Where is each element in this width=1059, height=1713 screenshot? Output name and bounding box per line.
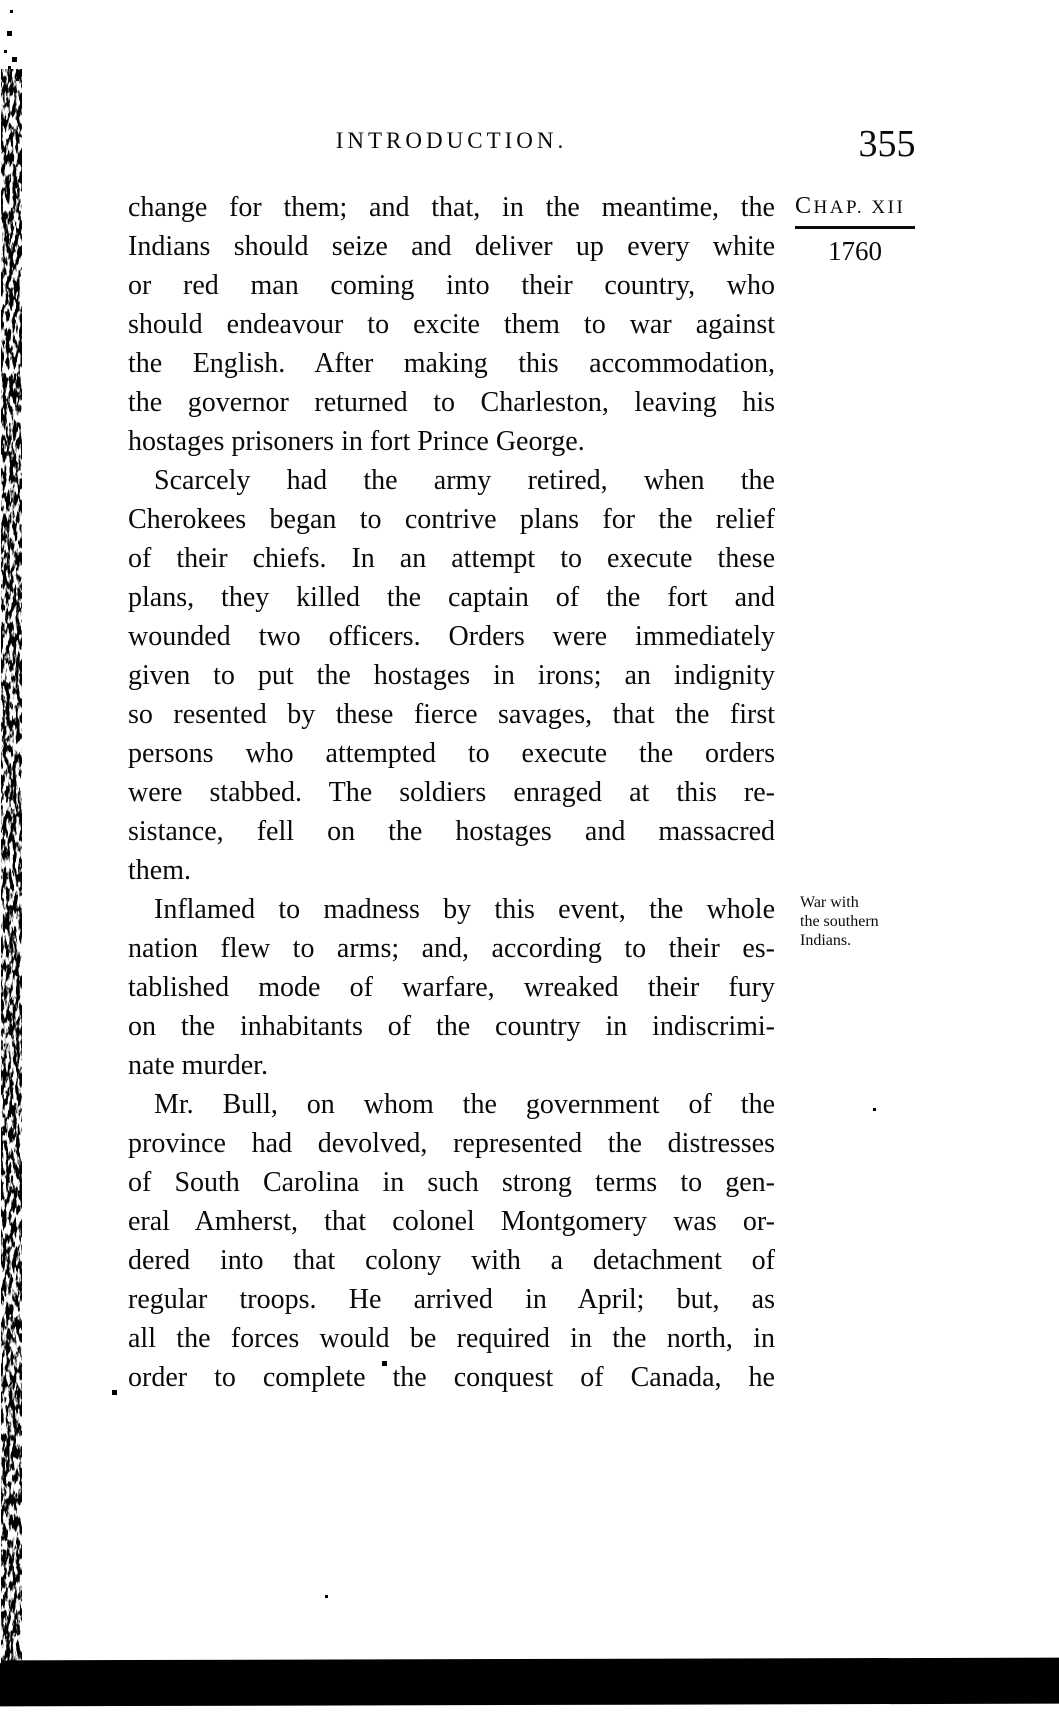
body-line: all the forces would be required in the north, in — [128, 1323, 775, 1354]
body-line: of their chiefs. In an attempt to execute these — [128, 543, 775, 574]
ink-specks — [0, 0, 3, 3]
body-line: on the inhabitants of the country in indiscrimi- — [128, 1011, 775, 1042]
body-line: dered into that colony with a detachment of — [128, 1245, 775, 1276]
body-line: Cherokees began to contrive plans for the relief — [128, 504, 775, 535]
body-line: change for them; and that, in the meantime, the — [128, 192, 775, 223]
paragraph — [128, 461, 775, 890]
body-line: persons who attempted to execute the orders — [128, 738, 775, 769]
paragraph — [128, 1085, 775, 1397]
body-line: Mr. Bull, on whom the government of the — [154, 1089, 775, 1120]
chapter-heading: CHAP. XII — [795, 193, 906, 219]
body-line: order to complete the conquest of Canada, he — [128, 1362, 775, 1393]
year-label: 1760 — [828, 236, 882, 266]
body-line: Inflamed to madness by this event, the whole — [154, 894, 775, 925]
body-line: were stabbed. The soldiers enraged at this re- — [128, 777, 775, 808]
page-number: 355 — [858, 123, 916, 165]
body-line: tablished mode of warfare, wreaked their fury — [128, 972, 775, 1003]
scan-edge-noise — [0, 0, 30, 1713]
body-line: province had devolved, represented the distresses — [128, 1128, 775, 1159]
body-text — [128, 188, 775, 1397]
body-line: Scarcely had the army retired, when the — [154, 465, 775, 496]
body-line: eral Amherst, that colonel Montgomery was or- — [128, 1206, 775, 1237]
body-line: or red man coming into their country, who — [128, 270, 775, 301]
body-line: nate murder. — [128, 1050, 268, 1081]
note-line: Indians. — [800, 932, 852, 949]
body-line: plans, they killed the captain of the fort and — [128, 582, 775, 613]
body-line: regular troops. He arrived in April; but, as — [128, 1284, 775, 1315]
body-line: sistance, fell on the hostages and massacred — [128, 816, 775, 847]
page-title: INTRODUCTION. — [335, 128, 568, 153]
margin-column — [795, 193, 920, 267]
paragraph — [128, 890, 775, 1085]
body-line: hostages prisoners in fort Prince George. — [128, 426, 585, 457]
body-line: Indians should seize and deliver up every white — [128, 231, 775, 262]
paragraph — [128, 188, 775, 461]
body-line: of South Carolina in such strong terms to gen- — [128, 1167, 775, 1198]
side-note — [800, 893, 940, 950]
body-line: should endeavour to excite them to war against — [128, 309, 775, 340]
body-line: so resented by these fierce savages, that the first — [128, 699, 775, 730]
body-line: wounded two officers. Orders were immediately — [128, 621, 775, 652]
body-line: them. — [128, 855, 191, 886]
note-line: War with — [800, 894, 859, 911]
body-line: nation flew to arms; and, according to their es- — [128, 933, 775, 964]
body-line: given to put the hostages in irons; an indignity — [128, 660, 775, 691]
note-line: the southern — [800, 913, 879, 930]
body-line: the governor returned to Charleston, leaving his — [128, 387, 775, 418]
chapter-rule — [795, 226, 915, 229]
scan-bottom-bar — [0, 1658, 1059, 1707]
body-line: the English. After making this accommodation, — [128, 348, 775, 379]
